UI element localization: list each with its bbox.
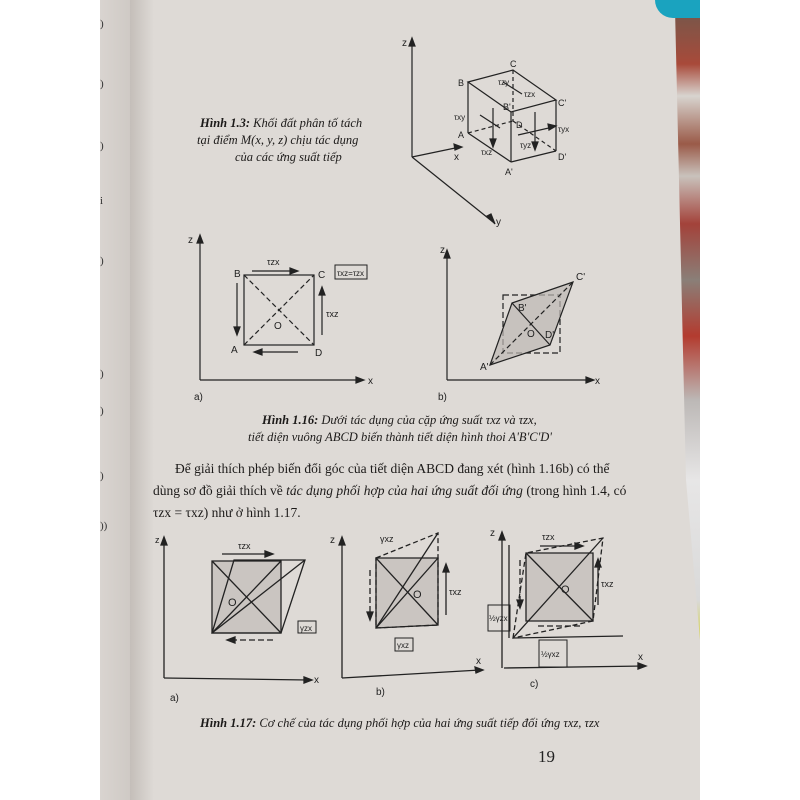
stress-tzx: τzx: [238, 541, 251, 551]
axis-x-label: x: [595, 376, 600, 387]
point-o: O: [274, 321, 282, 332]
stress-tzx: τzx: [267, 257, 280, 267]
stress-tyz: τyz: [520, 141, 532, 150]
axis-x-label: x: [638, 652, 643, 663]
figure-1-17c-diagram: [475, 520, 655, 700]
panel-label-c: c): [530, 679, 539, 690]
figure-1-16-caption-line2: tiết diện vuông ABCD biến thành tiết diện hình thoi A'B'C'D': [248, 430, 552, 444]
stress-tzx: τzx: [542, 532, 555, 542]
stress-txz: τxz: [601, 579, 614, 589]
panel-label-b: b): [376, 687, 385, 698]
point-b-prime: B': [518, 303, 527, 314]
point-b-prime: B': [503, 102, 511, 112]
figure-1-3-cube-diagram: [390, 30, 590, 230]
gamma-xz-label: γxz: [380, 534, 394, 544]
axis-z-label: z: [330, 535, 335, 546]
figure-1-3-caption-line3: của các ứng suất tiếp: [235, 150, 342, 164]
axis-z-label: z: [155, 535, 160, 545]
figure-1-16b-rhombus-diagram: [420, 225, 610, 405]
point-c-prime: C': [558, 98, 567, 108]
figure-1-3-caption-line1: Hình 1.3: Khối đất phân tố tách: [200, 116, 363, 130]
paragraph-line3: τzx = τxz) như ở hình 1.17.: [153, 505, 301, 520]
page-number: 19: [538, 747, 555, 766]
point-c: C: [318, 270, 326, 281]
stress-tzy: τzy: [498, 78, 510, 87]
axis-y-label: y: [496, 217, 501, 228]
point-b: B: [234, 269, 241, 280]
stress-tyx: τyx: [558, 125, 570, 134]
point-a: A: [231, 345, 238, 356]
figure-1-3-caption-line2: tại điểm M(x, y, z) chịu tác dụng: [197, 133, 359, 147]
half-gamma-xz-box: ½γxz: [541, 650, 560, 659]
point-o: O: [413, 589, 422, 601]
panel-label-a: a): [170, 693, 179, 704]
left-page-edge: ) ) ) i ) ) ) ) )): [100, 0, 130, 800]
stress-txz: τxz: [449, 587, 462, 597]
point-o: O: [527, 329, 535, 340]
point-d: D: [516, 120, 523, 130]
point-c: C: [510, 59, 517, 69]
axis-x-label: x: [454, 152, 459, 163]
point-o: O: [561, 584, 570, 596]
point-d-prime: D': [558, 152, 567, 162]
axis-z-label: z: [440, 245, 445, 256]
point-a: A: [458, 130, 465, 140]
paragraph-line1: Để giải thích phép biến đổi góc của tiết diện ABCD đang xét (hình 1.16b) có thể: [175, 461, 610, 476]
point-a-prime: A': [505, 167, 513, 177]
gamma-xz-box: γxz: [397, 641, 409, 650]
point-a-prime: A': [480, 362, 489, 373]
figure-1-16-caption-line1: Hình 1.16: Dưới tác dụng của cặp ứng suất τxz và τzx,: [262, 413, 537, 427]
panel-label-a: a): [194, 392, 203, 403]
axis-x-label: x: [476, 656, 481, 667]
paragraph-line2: dùng sơ đồ giải thích về tác dụng phối hợp của hai ứng suất đối ứng (trong hình 1.4, có: [153, 483, 627, 498]
panel-label-b: b): [438, 392, 447, 403]
point-d-prime: D': [545, 330, 555, 341]
figure-1-16a-square-diagram: [180, 225, 400, 405]
axis-x-label: x: [368, 376, 373, 387]
point-d: D: [315, 348, 323, 359]
stress-txy: τxy: [454, 113, 466, 122]
point-o: O: [228, 597, 237, 609]
axis-z-label: z: [402, 38, 407, 49]
stress-tzx: τzx: [524, 90, 536, 99]
axis-z-label: z: [188, 235, 193, 246]
figure-1-17a-diagram: [150, 525, 330, 705]
stress-txz: τxz: [481, 148, 493, 157]
axis-z-label: z: [490, 528, 495, 539]
axis-x-label: x: [314, 675, 319, 686]
figure-1-17b-diagram: [320, 525, 490, 705]
stress-txz: τxz: [326, 309, 339, 319]
equation-box: τxz=τzx: [337, 269, 364, 278]
point-b: B: [458, 78, 465, 88]
figure-1-17-caption: Hình 1.17: Cơ chế của tác dụng phối hợp của hai ứng suất tiếp đối ứng τxz, τzx: [200, 716, 600, 730]
gamma-zx-box: γzx: [300, 624, 312, 633]
point-c-prime: C': [576, 272, 586, 283]
half-gamma-zx-box: ½γzx: [489, 614, 508, 623]
